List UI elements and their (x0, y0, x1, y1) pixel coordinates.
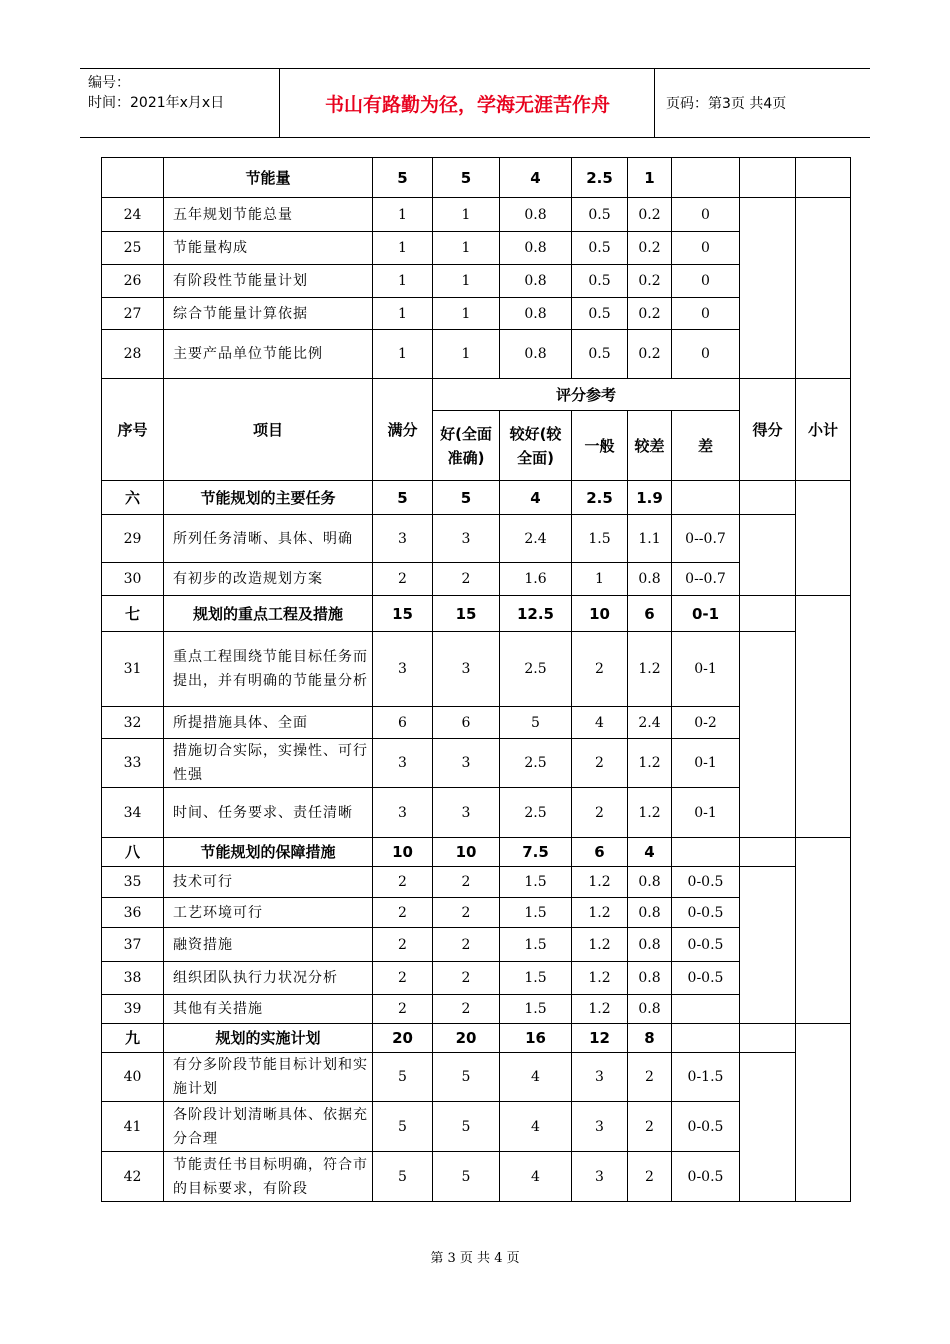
item-cell: 节能量构成 (164, 232, 373, 265)
seq-cell: 40 (102, 1053, 164, 1102)
poor-cell: 0-1 (672, 788, 740, 838)
header-motto: 书山有路勤为径，学海无涯苦作舟 (281, 69, 655, 137)
reference-poor-ish-header: 较差 (628, 411, 672, 481)
seq-header: 序号 (102, 379, 164, 481)
poor-ish-cell: 1 (628, 158, 672, 198)
item-cell: 节能量 (164, 158, 373, 198)
good-cell: 5 (433, 1102, 500, 1152)
average-cell: 2 (572, 788, 628, 838)
poor-cell (672, 1024, 740, 1053)
poor-cell: 0-1 (672, 632, 740, 707)
poor-ish-cell: 0.2 (628, 232, 672, 265)
poor-cell (672, 995, 740, 1024)
good-cell: 15 (433, 596, 500, 632)
seq-cell (102, 158, 164, 198)
good-cell: 5 (433, 1053, 500, 1102)
poor-cell: 0 (672, 265, 740, 298)
item-cell: 所列任务清晰、具体、明确 (164, 515, 373, 563)
full-score-cell: 3 (373, 632, 433, 707)
section-row (102, 838, 851, 867)
poor-ish-cell: 6 (628, 596, 672, 632)
fair-good-cell: 1.5 (500, 898, 572, 928)
subtotal-cell (796, 596, 851, 838)
seq-cell: 33 (102, 739, 164, 788)
poor-ish-cell: 2 (628, 1152, 672, 1202)
table-row (102, 707, 851, 739)
table-row (102, 867, 851, 898)
full-score-cell: 5 (373, 1053, 433, 1102)
poor-cell: 0-0.5 (672, 1102, 740, 1152)
full-score-cell: 1 (373, 198, 433, 232)
average-cell: 2 (572, 739, 628, 788)
poor-ish-cell: 0.8 (628, 962, 672, 995)
poor-ish-cell: 1.9 (628, 481, 672, 515)
average-cell: 2.5 (572, 158, 628, 198)
average-cell: 2.5 (572, 481, 628, 515)
fair-good-cell: 2.5 (500, 739, 572, 788)
average-cell: 0.5 (572, 330, 628, 379)
full-score-cell: 2 (373, 898, 433, 928)
full-score-cell: 5 (373, 1102, 433, 1152)
seq-cell: 39 (102, 995, 164, 1024)
average-cell: 10 (572, 596, 628, 632)
poor-cell (672, 838, 740, 867)
good-cell: 2 (433, 563, 500, 596)
score-cell (740, 867, 796, 1024)
seq-cell: 42 (102, 1152, 164, 1202)
table-row (102, 330, 851, 379)
poor-ish-cell: 1.2 (628, 739, 672, 788)
item-cell: 规划的重点工程及措施 (164, 596, 373, 632)
page-footer: 第 3 页 共 4 页 (430, 1251, 520, 1266)
poor-ish-cell: 0.8 (628, 928, 672, 962)
item-cell: 节能责任书目标明确，符合市的目标要求，有阶段 (164, 1152, 373, 1202)
good-cell: 2 (433, 867, 500, 898)
item-cell: 所提措施具体、全面 (164, 707, 373, 739)
fair-good-cell: 4 (500, 1053, 572, 1102)
fair-good-cell: 1.5 (500, 928, 572, 962)
item-cell: 其他有关措施 (164, 995, 373, 1024)
poor-cell (672, 158, 740, 198)
poor-cell: 0 (672, 198, 740, 232)
good-cell: 3 (433, 515, 500, 563)
average-cell: 1.2 (572, 962, 628, 995)
item-cell: 节能规划的主要任务 (164, 481, 373, 515)
item-cell: 技术可行 (164, 867, 373, 898)
reference-fair-good-header: 较好(较全面) (500, 411, 572, 481)
poor-ish-cell: 0.8 (628, 867, 672, 898)
full-score-cell: 2 (373, 995, 433, 1024)
table-row (102, 898, 851, 928)
table-row (102, 632, 851, 707)
good-cell: 2 (433, 898, 500, 928)
poor-ish-cell: 1.1 (628, 515, 672, 563)
full-score-cell: 5 (373, 1152, 433, 1202)
average-cell: 2 (572, 632, 628, 707)
full-score-cell: 1 (373, 298, 433, 330)
average-cell: 1 (572, 563, 628, 596)
seq-cell: 37 (102, 928, 164, 962)
average-cell: 3 (572, 1152, 628, 1202)
poor-ish-cell: 2.4 (628, 707, 672, 739)
full-score-cell: 3 (373, 788, 433, 838)
seq-cell: 34 (102, 788, 164, 838)
poor-ish-cell: 2 (628, 1102, 672, 1152)
good-cell: 1 (433, 232, 500, 265)
poor-cell: 0-0.5 (672, 1152, 740, 1202)
score-header: 得分 (740, 379, 796, 481)
good-cell: 1 (433, 265, 500, 298)
seq-cell: 31 (102, 632, 164, 707)
poor-cell: 0--0.7 (672, 515, 740, 563)
fair-good-cell: 0.8 (500, 232, 572, 265)
time-label: 时间：2021年x月x日 (88, 95, 225, 111)
average-cell: 0.5 (572, 298, 628, 330)
score-cell (740, 632, 796, 838)
poor-ish-cell: 0.8 (628, 563, 672, 596)
fair-good-cell: 7.5 (500, 838, 572, 867)
full-score-cell: 1 (373, 265, 433, 298)
table-row (102, 788, 851, 838)
average-cell: 0.5 (572, 198, 628, 232)
average-cell: 1.2 (572, 898, 628, 928)
poor-ish-cell: 2 (628, 1053, 672, 1102)
good-cell: 6 (433, 707, 500, 739)
fair-good-cell: 4 (500, 481, 572, 515)
subtotal-cell (796, 198, 851, 379)
good-cell: 3 (433, 788, 500, 838)
good-cell: 1 (433, 330, 500, 379)
section-row (102, 1024, 851, 1053)
seq-cell: 九 (102, 1024, 164, 1053)
table-row (102, 563, 851, 596)
poor-cell: 0-0.5 (672, 962, 740, 995)
item-cell: 组织团队执行力状况分析 (164, 962, 373, 995)
page-header (80, 68, 870, 138)
seq-cell: 24 (102, 198, 164, 232)
item-cell: 措施切合实际，实操性、可行性强 (164, 739, 373, 788)
poor-cell: 0-0.5 (672, 898, 740, 928)
item-cell: 综合节能量计算依据 (164, 298, 373, 330)
poor-ish-cell: 1.2 (628, 632, 672, 707)
average-cell: 4 (572, 707, 628, 739)
good-cell: 1 (433, 298, 500, 330)
poor-cell: 0 (672, 232, 740, 265)
subtotal-cell (796, 838, 851, 1024)
scoring-table (101, 157, 851, 1202)
poor-cell: 0-0.5 (672, 867, 740, 898)
poor-ish-cell: 0.8 (628, 995, 672, 1024)
fair-good-cell: 4 (500, 158, 572, 198)
good-cell: 2 (433, 928, 500, 962)
fair-good-cell: 16 (500, 1024, 572, 1053)
fair-good-cell: 4 (500, 1102, 572, 1152)
poor-ish-cell: 4 (628, 838, 672, 867)
full-score-cell: 20 (373, 1024, 433, 1053)
good-cell: 1 (433, 198, 500, 232)
seq-cell: 七 (102, 596, 164, 632)
item-cell: 节能规划的保障措施 (164, 838, 373, 867)
good-cell: 2 (433, 995, 500, 1024)
item-cell: 重点工程围绕节能目标任务而提出，并有明确的节能量分析 (164, 632, 373, 707)
full-score-cell: 2 (373, 962, 433, 995)
item-cell: 五年规划节能总量 (164, 198, 373, 232)
poor-ish-cell: 0.2 (628, 265, 672, 298)
seq-cell: 26 (102, 265, 164, 298)
fair-good-cell: 12.5 (500, 596, 572, 632)
table-row (102, 1053, 851, 1102)
table-row (102, 739, 851, 788)
full-score-header: 满分 (373, 379, 433, 481)
subtotal-header: 小计 (796, 379, 851, 481)
reference-average-header: 一般 (572, 411, 628, 481)
full-score-cell: 2 (373, 928, 433, 962)
table-row (102, 515, 851, 563)
full-score-cell: 10 (373, 838, 433, 867)
average-cell: 0.5 (572, 265, 628, 298)
table-row (102, 962, 851, 995)
fair-good-cell: 1.6 (500, 563, 572, 596)
table-row (102, 265, 851, 298)
table-row (102, 232, 851, 265)
seq-cell: 36 (102, 898, 164, 928)
poor-cell: 0--0.7 (672, 563, 740, 596)
reference-poor-header: 差 (672, 411, 740, 481)
average-cell: 1.2 (572, 867, 628, 898)
item-cell: 时间、任务要求、责任清晰 (164, 788, 373, 838)
table-row (102, 298, 851, 330)
fair-good-cell: 0.8 (500, 298, 572, 330)
average-cell: 3 (572, 1102, 628, 1152)
seq-cell: 六 (102, 481, 164, 515)
score-cell (740, 515, 796, 596)
full-score-cell: 2 (373, 563, 433, 596)
table-row (102, 1102, 851, 1152)
subtotal-cell (796, 158, 851, 198)
score-cell (740, 1024, 796, 1053)
table-row (102, 198, 851, 232)
poor-ish-cell: 0.2 (628, 330, 672, 379)
score-cell (740, 838, 796, 867)
good-cell: 3 (433, 632, 500, 707)
score-cell (740, 1053, 796, 1202)
score-cell (740, 596, 796, 632)
full-score-cell: 3 (373, 515, 433, 563)
fair-good-cell: 5 (500, 707, 572, 739)
poor-cell: 0-2 (672, 707, 740, 739)
item-cell: 工艺环境可行 (164, 898, 373, 928)
page-indicator: 页码：第3页 共4页 (666, 96, 787, 112)
poor-cell: 0-1 (672, 596, 740, 632)
item-cell: 融资措施 (164, 928, 373, 962)
full-score-cell: 5 (373, 158, 433, 198)
reference-header: 评分参考 (433, 379, 740, 411)
poor-cell: 0 (672, 330, 740, 379)
item-cell: 有阶段性节能量计划 (164, 265, 373, 298)
fair-good-cell: 0.8 (500, 198, 572, 232)
good-cell: 5 (433, 481, 500, 515)
seq-cell: 29 (102, 515, 164, 563)
fair-good-cell: 1.5 (500, 867, 572, 898)
poor-ish-cell: 0.2 (628, 198, 672, 232)
item-cell: 各阶段计划清晰具体、依据充分合理 (164, 1102, 373, 1152)
average-cell: 1.2 (572, 995, 628, 1024)
poor-cell: 0-1.5 (672, 1053, 740, 1102)
poor-cell: 0-1 (672, 739, 740, 788)
subtotal-cell (796, 481, 851, 596)
section-row (102, 158, 851, 198)
seq-cell: 25 (102, 232, 164, 265)
section-row (102, 596, 851, 632)
fair-good-cell: 2.5 (500, 632, 572, 707)
item-cell: 有初步的改造规划方案 (164, 563, 373, 596)
fair-good-cell: 2.4 (500, 515, 572, 563)
average-cell: 1.2 (572, 928, 628, 962)
full-score-cell: 5 (373, 481, 433, 515)
header-meta (80, 69, 280, 137)
score-cell (740, 158, 796, 198)
fair-good-cell: 1.5 (500, 962, 572, 995)
poor-ish-cell: 8 (628, 1024, 672, 1053)
table-row (102, 995, 851, 1024)
seq-cell: 32 (102, 707, 164, 739)
item-cell: 规划的实施计划 (164, 1024, 373, 1053)
poor-ish-cell: 0.8 (628, 898, 672, 928)
header-row (102, 379, 851, 411)
good-cell: 2 (433, 962, 500, 995)
item-cell: 有分多阶段节能目标计划和实施计划 (164, 1053, 373, 1102)
seq-cell: 41 (102, 1102, 164, 1152)
seq-cell: 30 (102, 563, 164, 596)
good-cell: 10 (433, 838, 500, 867)
good-cell: 3 (433, 739, 500, 788)
item-header: 项目 (164, 379, 373, 481)
average-cell: 0.5 (572, 232, 628, 265)
fair-good-cell: 2.5 (500, 788, 572, 838)
fair-good-cell: 4 (500, 1152, 572, 1202)
item-cell: 主要产品单位节能比例 (164, 330, 373, 379)
full-score-cell: 1 (373, 232, 433, 265)
number-label: 编号： (88, 75, 130, 91)
average-cell: 12 (572, 1024, 628, 1053)
poor-cell: 0 (672, 298, 740, 330)
average-cell: 6 (572, 838, 628, 867)
average-cell: 1.5 (572, 515, 628, 563)
score-cell (740, 481, 796, 515)
fair-good-cell: 0.8 (500, 330, 572, 379)
full-score-cell: 2 (373, 867, 433, 898)
section-row (102, 481, 851, 515)
poor-cell: 0-0.5 (672, 928, 740, 962)
seq-cell: 38 (102, 962, 164, 995)
score-cell (740, 198, 796, 379)
table-body (102, 158, 851, 1202)
poor-cell (672, 481, 740, 515)
full-score-cell: 3 (373, 739, 433, 788)
table-row (102, 928, 851, 962)
subtotal-cell (796, 1024, 851, 1202)
good-cell: 5 (433, 1152, 500, 1202)
full-score-cell: 15 (373, 596, 433, 632)
poor-ish-cell: 0.2 (628, 298, 672, 330)
full-score-cell: 6 (373, 707, 433, 739)
average-cell: 3 (572, 1053, 628, 1102)
reference-good-header: 好(全面准确) (433, 411, 500, 481)
fair-good-cell: 1.5 (500, 995, 572, 1024)
seq-cell: 28 (102, 330, 164, 379)
seq-cell: 八 (102, 838, 164, 867)
fair-good-cell: 0.8 (500, 265, 572, 298)
good-cell: 20 (433, 1024, 500, 1053)
seq-cell: 35 (102, 867, 164, 898)
table-row (102, 1152, 851, 1202)
good-cell: 5 (433, 158, 500, 198)
poor-ish-cell: 1.2 (628, 788, 672, 838)
seq-cell: 27 (102, 298, 164, 330)
full-score-cell: 1 (373, 330, 433, 379)
